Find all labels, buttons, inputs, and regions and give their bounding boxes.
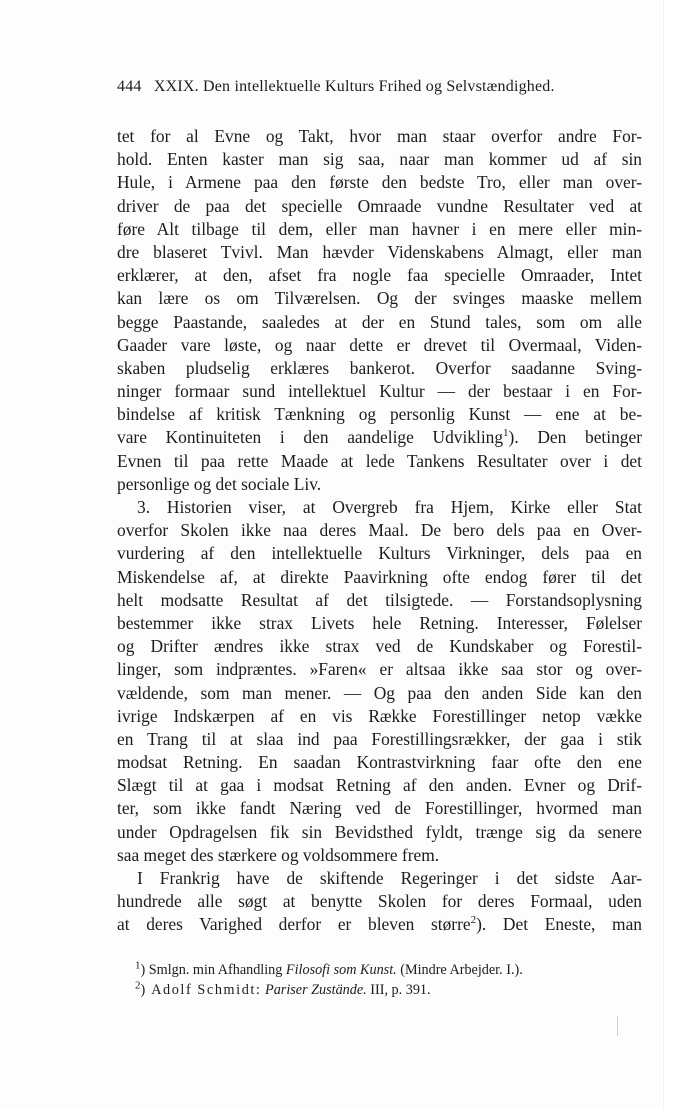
footnote-title: Pariser Zustände. [265,982,367,998]
line-text: hold. Enten kaster man sig saa, naar man kommer ud af sin [117,149,642,170]
scan-margin [663,0,700,1109]
line-text: linger, som indpræntes. »Faren« er altsaa ikke saa stor og over- [117,659,642,680]
text-line [117,171,642,194]
chapter-title: XXIX. Den intellektuelle Kulturs Frihed og Selvstændighed. [153,78,555,95]
line-text: føre Alt tilbage til dem, eller man havner i en mere eller min- [117,218,642,239]
line-text: ivrige Indskærpen af en vis Række Forestillinger netop vække [117,705,642,726]
line-text: bindelse af kritisk Tænkning og personlig Kunst — ene at be- [117,404,642,425]
line-text: 3. Historien viser, at Overgreb fra Hjem, Kirke eller Stat [137,497,642,517]
line-text: helt modsatte Resultat af det tilsigtede. — Forstandsoplysning [117,589,642,610]
footnote-reference: 1 [503,427,509,440]
line-text: ninger formaar sund intellektuel Kultur — der bestaar i en For- [117,381,642,402]
text-line [117,635,642,658]
scan-mark [617,1016,618,1036]
line-text: modsat Retning. En saadan Kontrastvirkning faar ofte den ene [117,752,642,773]
line-text: ). Det Eneste, man [476,914,642,935]
line-text: overfor Skolen ikke naa deres Maal. De bero dels paa en Over- [117,520,642,541]
text-line [117,844,642,867]
line-text: erklærer, at den, afset fra nogle faa specielle Omraader, Intet [117,265,642,286]
line-text: hundrede alle søgt at benytte Skolen for deres Formaal, uden [117,891,642,912]
line-text: vurdering af den intellektuelle Kulturs Virkninger, dels paa en [117,543,642,564]
running-head [117,78,642,96]
line-text: Slægt til at gaa i modsat Retning af den anden. Evner og Drif- [117,775,642,796]
line-text: Hule, i Armene paa den første den bedste Tro, eller man over- [117,172,642,193]
line-text: skaben pludselig erklæres bankerot. Overfor saadanne Sving- [117,357,642,378]
text-line [117,612,642,635]
line-text: Gaader vare løste, og naar dette er drevet til Overmaal, Viden- [117,334,642,355]
body-text [117,125,642,937]
text-line [117,890,642,913]
text-line [117,218,642,241]
text-line [117,728,642,751]
line-text: vare Kontinuiteten i den aandelige Udvikling [117,427,504,448]
footnote-1 [117,960,642,980]
line-text: Evnen til paa rette Maade at lede Tankens Resultater over i det [117,450,642,471]
footnote-text: (Mindre Arbejder. I.). [396,962,523,978]
text-line [117,125,642,148]
text-line [117,473,642,496]
text-line [117,287,642,310]
footnote-reference: 2 [470,914,477,927]
line-text: personlige og det sociale Liv. [117,473,322,494]
footnote-text: ) Smlgn. min Afhandling [140,962,286,978]
footnote-marker: 1 [135,959,141,972]
text-line [117,542,642,565]
line-text: og Drifter ændres ikke strax ved de Kundskaber og Forestil- [117,636,642,657]
text-line [117,195,642,218]
text-line [117,774,642,797]
page-number: 444 [117,78,142,95]
text-line [117,867,642,890]
text-line [117,241,642,264]
line-text: I Frankrig have de skiftende Regeringer i det sidste Aar- [137,868,642,888]
line-text: at deres Varighed derfor er bleven større [117,914,471,935]
text-line [117,797,642,820]
text-line [117,519,642,542]
text-line [117,403,642,426]
footnote-2 [117,980,642,1000]
text-line [117,496,642,519]
line-text: saa meget des stærkere og voldsommere frem. [117,844,440,865]
text-line [117,264,642,287]
line-text: en Trang til at slaa ind paa Forestillingsrækker, der gaa i stik [117,728,642,749]
footnote-title: Filosofi som Kunst. [285,962,397,978]
text-line [117,566,642,589]
footnote-marker: 2 [135,979,141,992]
line-text: begge Paastande, saaledes at der en Stund tales, som om alle [117,311,642,332]
text-line [117,357,642,380]
footnotes [117,960,642,1000]
text-line [117,658,642,681]
text-line [117,311,642,334]
line-text: dre blaseret Tvivl. Man hævder Videnskabens Almagt, eller man [117,241,642,262]
line-text: driver de paa det specielle Omraade vundne Resultater ved at [117,195,642,216]
line-text: ). Den betinger [508,427,642,448]
text-line [117,380,642,403]
footnote-author: ) Adolf Schmidt: [140,982,262,998]
text-line [117,751,642,774]
line-text: bestemmer ikke strax Livets hele Retning. Interesser, Følelser [117,612,642,633]
text-line [117,913,642,936]
text-line [117,682,642,705]
line-text: under Opdragelsen fik sin Bevidsthed fyldt, trænge sig da senere [117,821,642,842]
text-line [117,334,642,357]
text-line [117,450,642,473]
line-text: tet for al Evne og Takt, hvor man staar overfor andre For- [117,126,642,146]
line-text: Miskendelse af, at direkte Paavirkning ofte endog fører til det [117,566,642,587]
line-text: vældende, som man mener. — Og paa den anden Side kan den [117,682,642,703]
text-line [117,148,642,171]
line-text: kan lære os om Tilværelsen. Og der svinges maaske mellem [117,288,642,309]
text-line [117,426,642,449]
text-line [117,589,642,612]
line-text: ter, som ikke fandt Næring ved de Forestillinger, hvormed man [117,798,642,819]
text-line [117,705,642,728]
text-line [117,821,642,844]
footnote-text: III, p. 391. [366,982,431,998]
